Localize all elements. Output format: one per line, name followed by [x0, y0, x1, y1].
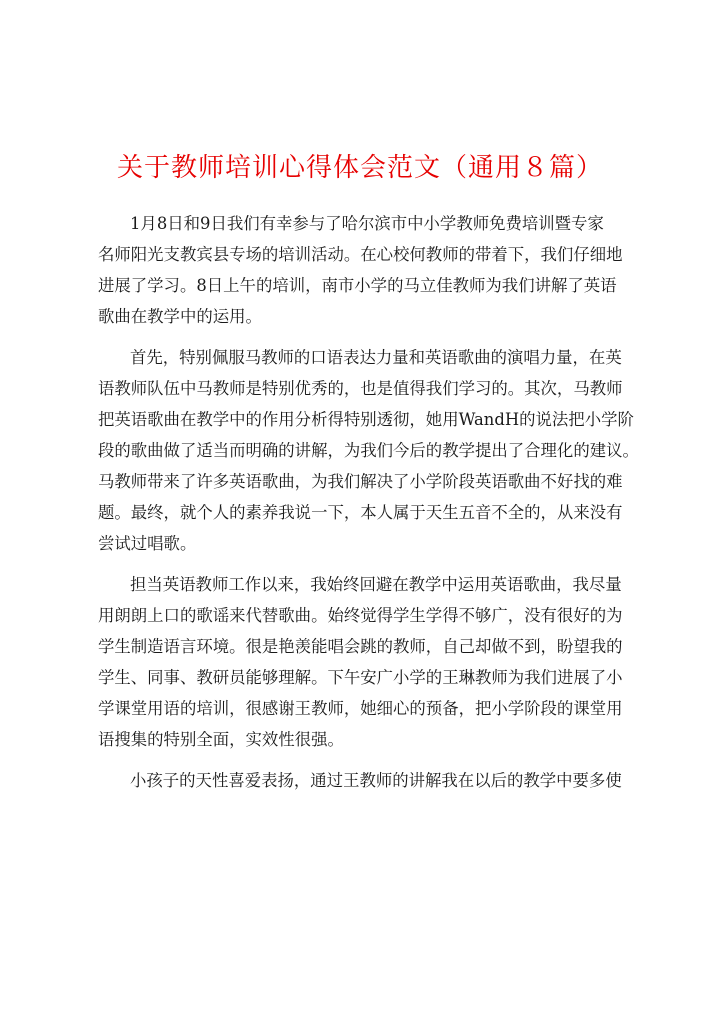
paragraph-line: 首先，特别佩服马教师的口语表达力量和英语歌曲的演唱力量，在英 — [130, 348, 622, 367]
paragraph-line: 把英语歌曲在教学中的作用分析得特别透彻，她用WandH的说法把小学阶 — [98, 410, 634, 429]
paragraph-line: 用朗朗上口的歌谣来代替歌曲。始终觉得学生学得不够广，没有很好的为 — [98, 606, 623, 625]
paragraph-line: 语教师队伍中马教师是特别优秀的，也是值得我们学习的。其次，马教师 — [98, 379, 623, 398]
paragraph-line: 小孩子的天性喜爱表扬，通过王教师的讲解我在以后的教学中要多使 — [130, 771, 622, 790]
paragraph-line: 段的歌曲做了适当而明确的讲解，为我们今后的教学提出了合理化的建议。 — [98, 441, 639, 460]
paragraph-line: 进展了学习。8日上午的培训，南市小学的马立佳教师为我们讲解了英语 — [98, 276, 617, 295]
paragraph-line: 歌曲在教学中的运用。 — [98, 307, 262, 326]
paragraph-line: 尝试过唱歌。 — [98, 534, 197, 553]
paragraph-line: 1月8日和9日我们有幸参与了哈尔滨市中小学教师免费培训暨专家 — [130, 214, 604, 233]
paragraph-line: 学生、同事、教研员能够理解。下午安广小学的王琳教师为我们进展了小 — [98, 668, 623, 687]
document-body — [98, 210, 658, 798]
paragraph-line: 马教师带来了许多英语歌曲，为我们解决了小学阶段英语歌曲不好找的难 — [98, 472, 623, 491]
paragraph-line: 名师阳光支教宾县专场的培训活动。在心校何教师的带着下，我们仔细地 — [98, 245, 623, 264]
paragraph-1 — [98, 210, 658, 334]
paragraph-line: 学生制造语言环境。很是艳羡能唱会跳的教师，自己却做不到，盼望我的 — [98, 637, 623, 656]
paragraph-3 — [98, 571, 658, 757]
document-title: 关于教师培训心得体会范文（通用８篇） — [116, 153, 603, 183]
paragraph-line: 学课堂用语的培训，很感谢王教师，她细心的预备，把小学阶段的课堂用 — [98, 699, 623, 718]
paragraph-line: 题。最终，就个人的素养我说一下，本人属于天生五音不全的，从来没有 — [98, 503, 623, 522]
paragraph-2 — [98, 344, 658, 561]
paragraph-4 — [98, 767, 658, 798]
paragraph-line: 语搜集的特别全面，实效性很强。 — [98, 730, 344, 749]
paragraph-line: 担当英语教师工作以来，我始终回避在教学中运用英语歌曲，我尽量 — [130, 575, 622, 594]
